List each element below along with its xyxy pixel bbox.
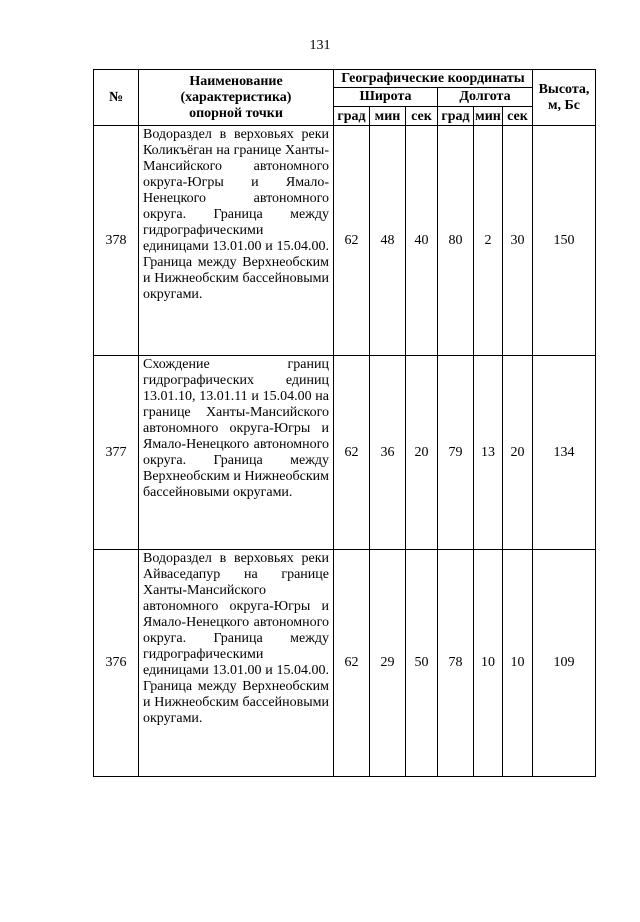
cell-lon-deg: 79 <box>438 356 474 550</box>
header-name-line-3: опорной точки <box>189 105 283 121</box>
table-row <box>94 356 596 550</box>
header-height-line-1: Высота, <box>538 81 590 97</box>
cell-lon-min: 10 <box>474 550 503 777</box>
header-number: № <box>94 70 139 126</box>
table-row <box>94 126 596 356</box>
header-name-line-1: Наименование <box>189 73 283 89</box>
cell-lon-sec: 30 <box>503 126 533 356</box>
cell-lon-min: 13 <box>474 356 503 550</box>
unit-lat-sec: сек <box>406 107 438 126</box>
page-number: 131 <box>309 38 331 53</box>
cell-lon-deg: 80 <box>438 126 474 356</box>
reference-points-table <box>93 69 596 777</box>
cell-lon-deg: 78 <box>438 550 474 777</box>
unit-lat-min: мин <box>370 107 406 126</box>
table-row <box>94 550 596 777</box>
cell-name: Водораздел в верховьях реки Коликъёган на границе Ханты-Мансийского автономного округа-Югры и Ямало-Ненецкого автономного округа. Граница между гидрографическими единицами 13.01.00 и 15.04.00. Граница между Верхнеобским и Нижнеобским бассейновыми округами. <box>139 126 334 356</box>
cell-lon-sec: 20 <box>503 356 533 550</box>
cell-lat-sec: 40 <box>406 126 438 356</box>
cell-lat-min: 29 <box>370 550 406 777</box>
header-name <box>139 70 334 126</box>
cell-height: 150 <box>533 126 596 356</box>
cell-lat-deg: 62 <box>334 550 370 777</box>
cell-height: 109 <box>533 550 596 777</box>
cell-lat-sec: 20 <box>406 356 438 550</box>
cell-lon-min: 2 <box>474 126 503 356</box>
cell-height: 134 <box>533 356 596 550</box>
header-longitude: Долгота <box>438 88 533 107</box>
cell-number: 377 <box>94 356 139 550</box>
unit-lon-deg: град <box>438 107 474 126</box>
unit-lon-min: мин <box>475 108 501 124</box>
header-name-line-2: (характеристика) <box>180 89 292 105</box>
unit-lat-deg: град <box>334 107 370 126</box>
cell-name: Водораздел в верховьях реки Айваседапур на границе Ханты-Мансийского автономного округа-Югры и Ямало-Ненецкого автономного округа. Граница между гидрографическими единицами 13.01.00 и 15.04.00. Граница между Верхнеобским и Нижнеобским бассейновыми округами. <box>139 550 334 777</box>
cell-number: 376 <box>94 550 139 777</box>
cell-number: 378 <box>94 126 139 356</box>
header-latitude: Широта <box>334 88 438 107</box>
cell-lon-sec: 10 <box>503 550 533 777</box>
cell-name: Схождение границ гидрографических единиц 13.01.10, 13.01.11 и 15.04.00 на границе Ханты-Мансийского автономного округа-Югры и Ямало-Ненецкого автономного округа. Граница между Верхнеобским и Нижнеобским бассейновыми округами. <box>139 356 334 550</box>
cell-lat-deg: 62 <box>334 126 370 356</box>
cell-lat-min: 48 <box>370 126 406 356</box>
cell-lat-deg: 62 <box>334 356 370 550</box>
header-row-top <box>94 70 596 88</box>
unit-lon-sec: сек <box>503 107 533 126</box>
header-height <box>533 70 596 126</box>
cell-lat-sec: 50 <box>406 550 438 777</box>
header-geo-coordinates: Географические координаты <box>334 70 533 88</box>
cell-lat-min: 36 <box>370 356 406 550</box>
header-height-line-2: м, Бс <box>547 97 580 113</box>
